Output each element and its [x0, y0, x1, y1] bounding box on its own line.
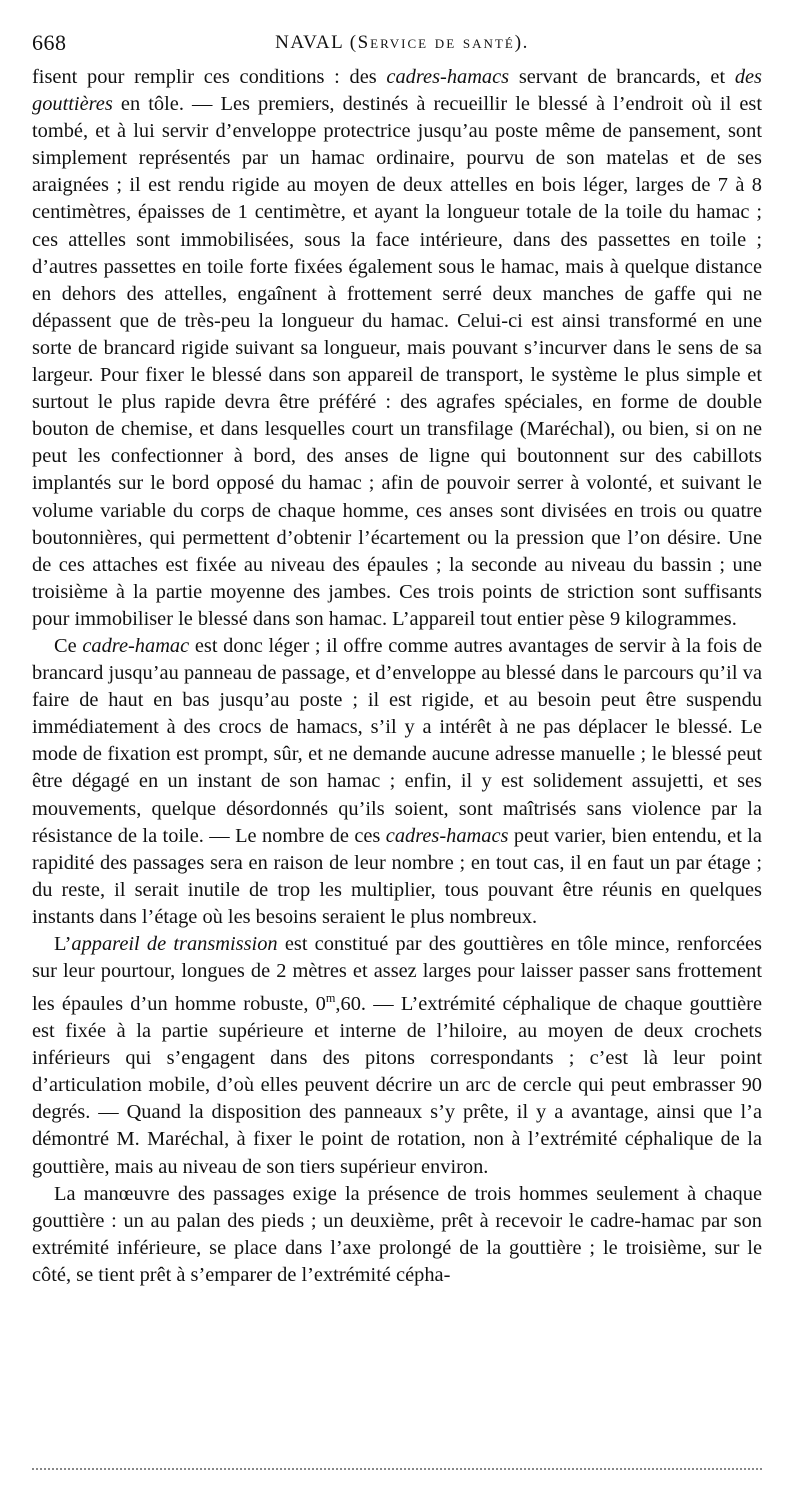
body-text: [32, 64, 762, 1289]
text-run: Ce: [54, 634, 83, 657]
text-run: fisent pour remplir ces conditions : des: [32, 66, 387, 88]
paragraph: [32, 931, 762, 1181]
running-title-paren-close: ).: [514, 32, 529, 53]
paragraph: [32, 64, 762, 633]
running-title-subtitle: Service de santé: [357, 32, 515, 53]
text-run: est constitué par des gouttières en tôle mince, renforcées sur leur pourtour, longues de 2 mètres et assez larges pour laisser passer sans frottement les épaules d’un homme robuste, 0: [32, 933, 762, 1015]
italic-term: cadres-hamacs: [385, 824, 509, 847]
footer-dotted-rule: [32, 1468, 762, 1470]
paragraph: [32, 633, 762, 931]
text-run: en tôle. — Les premiers, destinés à recueillir le blessé à l’endroit où il est tombé, et à lui servir d’enveloppe protectrice jusqu’au poste même de pansement, sont simplement représentés par un hamac ordinaire, pourvu de son matelas et de ses araignées ; il est rendu rigide au moyen de deux attelles en bois léger, larges de 7 à 8 centimètres, épaisses de 1 centimètre, et ayant la longueur totale de la toile du hamac ; ces attelles sont immobilisées, sous la face intérieure, dans des passettes en toile ; d’autres passettes en toile forte fixées également sous le hamac, mais à quelque distance en dehors des attelles, engaînent à frottement serré deux manches de gaffe qui ne dépassent que de très-peu la longueur du hamac. Celui-ci est ainsi transformé en une sorte de brancard rigide suivant sa longueur, mais pouvant s’incurver dans le sens de sa largeur. Pour fixer le blessé dans son appareil de transport, le système le plus simple et surtout le plus rapide devra être préféré : des agrafes spéciales, en forme de double bouton de chemise, et dans lesquelles court un transfilage (Maréchal), ou bien, si on ne peut les confectionner à bord, des anses de ligne qui boutonnent sur des cabillots implantés sur le bord opposé du hamac ; afin de pouvoir serrer à volonté, et suivant le volume variable du corps de chaque homme, ces anses sont divisées en trois ou quatre boutonnières, qui permettent d’obtenir l’écartement ou la pression que l’on désire. Une de ces attaches est fixée au niveau des épaules ; la seconde au niveau du bassin ; une troisième à la partie moyenne des jambes. Ces trois points de striction sont suffisants pour immobiliser le blessé dans son hamac. L’appareil tout entier pèse 9 kilogrammes.: [32, 93, 762, 630]
italic-term: des gouttières: [32, 66, 762, 116]
text-run: servant de brancards, et: [509, 66, 735, 88]
text-run: peut varier, bien entendu, et la rapidité des passages sera en raison de leur nombre ; en tout cas, il en faut un par étage ; du reste, il serait inutile de trop les multiplier, tous pouvant être réunis en quelques instants dans l’étage où les besoins seraient le plus nombreux.: [32, 824, 762, 928]
running-title-paren-open: (: [343, 32, 358, 53]
text-run: La manœuvre des passages exige la présence de trois hommes seulement à chaque gouttière : un au palan des pieds ; un deuxième, prêt à recevoir le cadre-hamac par son extrémité inférieure, se place dans l’axe prolongé de la gouttière ; le troisième, sur le côté, se tient prêt à s’emparer de l’extrémité cépha-: [32, 1182, 762, 1286]
italic-term: cadres-hamacs: [386, 66, 510, 88]
running-head: [32, 30, 772, 62]
paragraph: [32, 1181, 762, 1289]
page-number: 668: [32, 30, 67, 55]
text-run: est donc léger ; il offre comme autres avantages de servir à la fois de brancard jusqu’au panneau de passage, et d’enveloppe au blessé dans le parcours qu’il va faire de haut en bas jusqu’au poste ; il est rigide, et au besoin peut être suspendu immédiatement à des crocs de hamacs, s’il y a intérêt à ne pas déplacer le blessé. Le mode de fixation est prompt, sûr, et ne demande aucune adresse manuelle ; le blessé peut être dégagé en un instant de son hamac ; enfin, il y est solidement assujetti, et ses mouvements, quelque désordonnés qu’ils soient, sont maîtrisés sans violence par la résistance de la toile. — Le nombre de ces: [32, 634, 763, 847]
unit-superscript: m: [325, 991, 336, 1006]
italic-term: appareil de transmission: [71, 933, 278, 955]
running-title-main: NAVAL: [275, 32, 344, 53]
running-title: [32, 32, 772, 54]
text-run: ,60. — L’extrémité céphalique de chaque gouttière est fixée à la partie supérieure et interne de l’hiloire, au moyen de deux crochets inférieurs qui s’engagent dans des pitons correspondants ; c’est là leur point d’articulation mobile, d’où elles peuvent décrire un arc de cercle qui peut embrasser 90 degrés. — Quand la disposition des panneaux s’y prête, il y a avantage, ainsi que l’a démontré M. Maréchal, à fixer le point de rotation, non à l’extrémité céphalique de la gouttière, mais au niveau de son tiers supérieur environ.: [32, 992, 763, 1178]
italic-term: cadre-hamac: [82, 634, 190, 657]
text-run: L’: [54, 933, 72, 955]
